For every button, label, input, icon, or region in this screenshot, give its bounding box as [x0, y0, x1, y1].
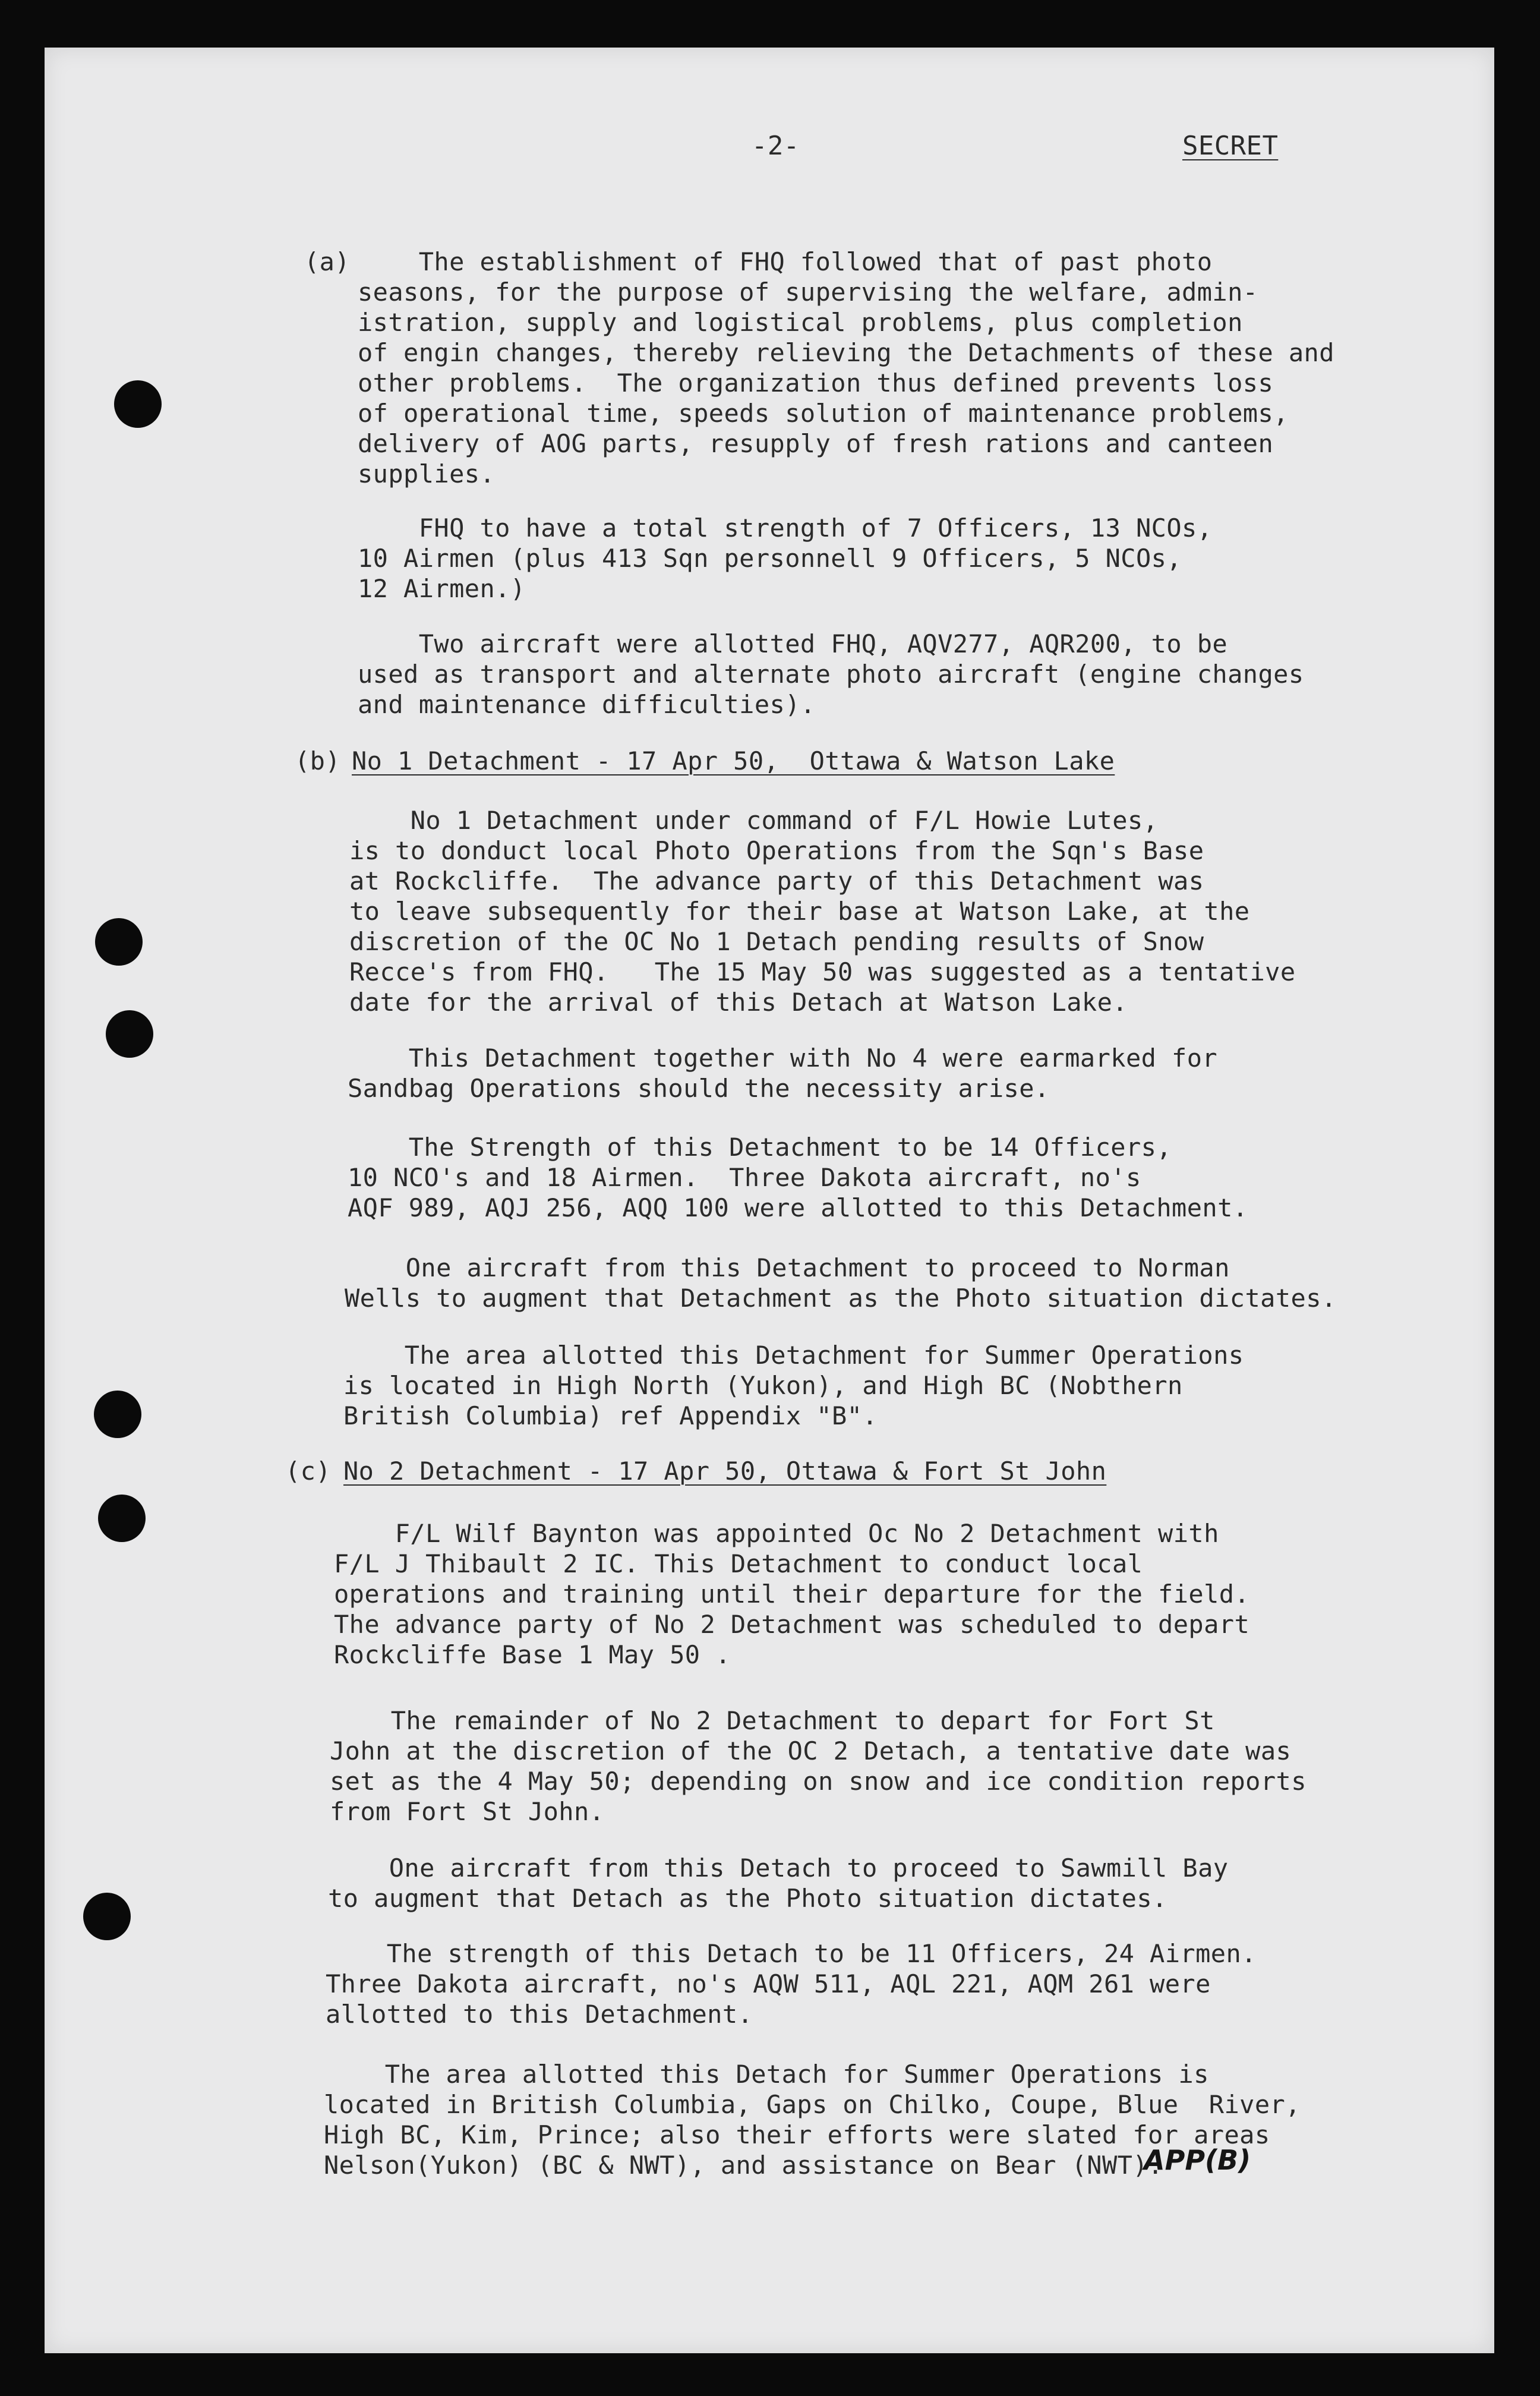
paragraph: The area allotted this Detachment for Summer Operations is located in High North (Yukon), and High BC (Nobthern British Columbia) ref Appendix "B". — [343, 1341, 1244, 1430]
section-label: (b) — [295, 746, 341, 775]
punch-hole-1 — [114, 380, 162, 428]
paragraph: Two aircraft were allotted FHQ, AQV277, AQR200, to be used as transport and alternate photo aircraft (engine changes and maintenance difficulties). — [358, 629, 1304, 719]
paragraph: The area allotted this Detach for Summer Operations is located in British Columbia, Gaps on Chilko, Coupe, Blue River, High BC, Kim, Prince; also their efforts were slated for areas Nelson(Yukon) (BC & NWT), and assistance on Bear (NWT). — [324, 2060, 1301, 2180]
punch-hole-4 — [94, 1391, 141, 1438]
paragraph: The Strength of this Detachment to be 14 Officers, 10 NCO's and 18 Airmen. Three Dakota aircraft, no's AQF 989, AQJ 256, AQQ 100 were allotted to this Detachment. — [348, 1133, 1248, 1222]
paragraph: FHQ to have a total strength of 7 Officers, 13 NCOs, 10 Airmen (plus 413 Sqn personnell 9 Officers, 5 NCOs, 12 Airmen.) — [358, 513, 1213, 603]
punch-hole-2 — [95, 918, 143, 966]
paragraph: One aircraft from this Detach to proceed to Sawmill Bay to augment that Detach as the Photo situation dictates. — [328, 1853, 1229, 1913]
classification-marking: SECRET — [1182, 131, 1279, 161]
paragraph: The establishment of FHQ followed that of past photo seasons, for the purpose of supervising the welfare, admin- istration, supply and logistical problems, plus completion of engin changes, thereby relieving the Detachments of these and other problems. The organization thus defined prevents loss of operational time, speeds solution of maintenance problems, delivery of AOG parts, resupply of fresh rations and canteen supplies. — [358, 247, 1334, 488]
paragraph: This Detachment together with No 4 were earmarked for Sandbag Operations should the necessity arise. — [348, 1043, 1218, 1103]
section-label: (c) — [285, 1456, 332, 1486]
section-heading: No 2 Detachment - 17 Apr 50, Ottawa & Fort St John — [343, 1456, 1107, 1486]
paragraph: No 1 Detachment under command of F/L Howie Lutes, is to donduct local Photo Operations from the Sqn's Base at Rockcliffe. The advance party of this Detachment was to leave subsequently for their base at Watson Lake, at the discretion of the OC No 1 Detach pending results of Snow Recce's from FHQ. The 15 May 50 was suggested as a tentative date for the arrival of this Detach at Watson Lake. — [349, 806, 1296, 1017]
paragraph: The remainder of No 2 Detachment to depart for Fort St John at the discretion of the OC 2 Detach, a tentative date was set as the 4 May 50; depending on snow and ice condition reports from Fort St John. — [330, 1706, 1307, 1826]
section-heading: No 1 Detachment - 17 Apr 50, Ottawa & Watson Lake — [352, 746, 1115, 775]
paragraph: F/L Wilf Baynton was appointed Oc No 2 Detachment with F/L J Thibault 2 IC. This Detachment to conduct local operations and training until their departure for the field. The advance party of No 2 Detachment was scheduled to depart Rockcliffe Base 1 May 50 . — [334, 1519, 1250, 1669]
section-label: (a) — [304, 247, 351, 276]
handwritten-annotation: APP(B) — [1144, 2144, 1251, 2176]
punch-hole-5 — [98, 1495, 146, 1542]
paragraph: One aircraft from this Detachment to proceed to Norman Wells to augment that Detachment as the Photo situation dictates. — [345, 1253, 1337, 1313]
punch-hole-6 — [83, 1893, 131, 1940]
punch-hole-3 — [106, 1010, 153, 1058]
page-number: -2- — [752, 131, 800, 161]
paragraph: The strength of this Detach to be 11 Officers, 24 Airmen. Three Dakota aircraft, no's AQW 511, AQL 221, AQM 261 were allotted to this Detachment. — [326, 1939, 1257, 2029]
